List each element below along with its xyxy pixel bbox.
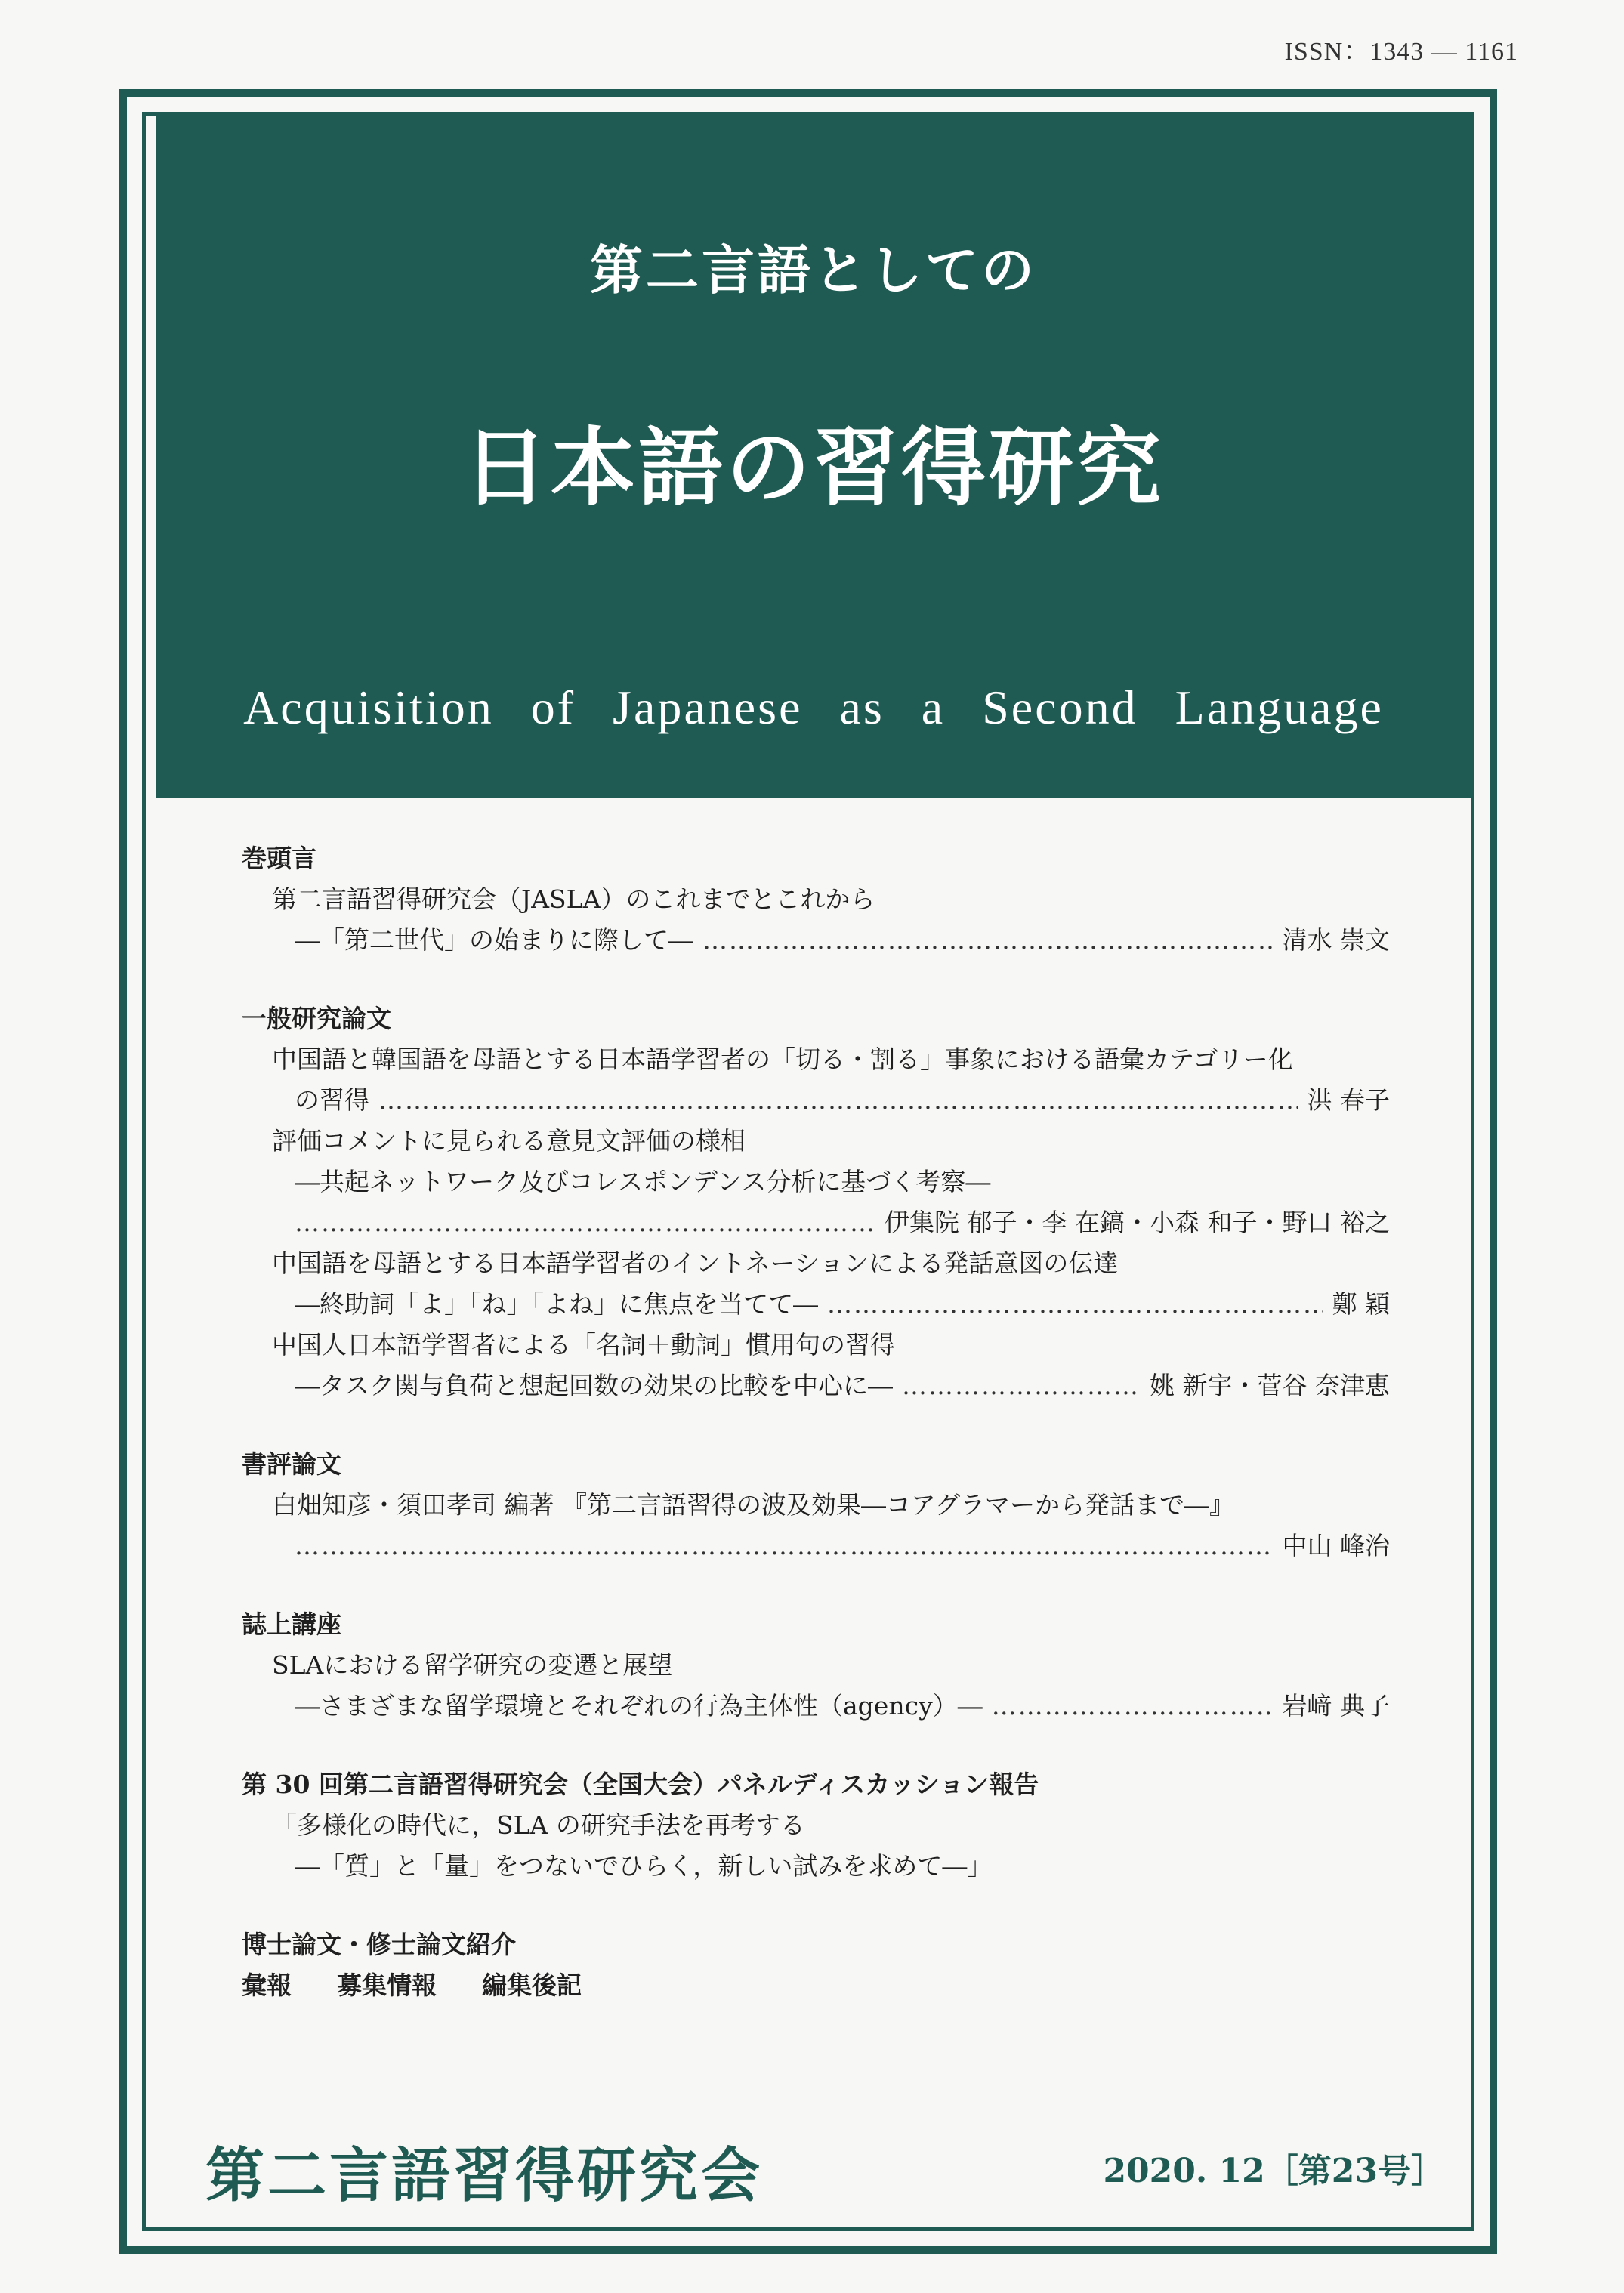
- toc-entry-subtitle: ―「第二世代」の始まりに際して―: [295, 925, 693, 955]
- publisher-name: 第二言語習得研究会: [205, 2141, 764, 2210]
- toc-entry-authors: 姚 新宇・菅谷 奈津恵: [1150, 1371, 1390, 1400]
- toc-entry-row: [242, 1202, 1390, 1243]
- section-heading-theses: 博士論文・修士論文紹介: [242, 1930, 516, 1959]
- dot-leader: [295, 1202, 875, 1243]
- toc-entry-title: 第二言語習得研究会（JASLA）のこれまでとこれから: [272, 884, 875, 914]
- panel-line-2: ―「質」と「量」をつないでひらく，新しい試みを求めて―」: [295, 1851, 993, 1881]
- issue-number: 2020. 12［第23号］: [1103, 2152, 1444, 2190]
- dot-leader: [378, 1080, 1298, 1121]
- toc-entry-authors: 岩﨑 典子: [1282, 1691, 1390, 1721]
- toc-entry-title: 中国人日本語学習者による「名詞＋動詞」慣用句の習得: [272, 1330, 895, 1359]
- misc-sections: [242, 1965, 1390, 2006]
- section-heading-review: 書評論文: [242, 1449, 341, 1479]
- section-heading-preface: 巻頭言: [242, 844, 316, 873]
- dot-leader: [295, 1526, 1274, 1566]
- cover-subtitle: 第二言語としての: [590, 239, 1037, 301]
- dot-leader: [902, 1366, 1141, 1406]
- misc-editors-note: 編集後記: [482, 1970, 582, 2000]
- toc-entry-authors: 伊集院 郁子・李 在鎬・小森 和子・野口 裕之: [885, 1208, 1390, 1237]
- misc-recruitment: 募集情報: [337, 1970, 437, 2000]
- table-of-contents: [242, 838, 1390, 2006]
- toc-entry-subtitle: の習得: [295, 1085, 369, 1115]
- section-heading-panel: 第 30 回第二言語習得研究会（全国大会）パネルディスカッション報告: [242, 1770, 1039, 1799]
- toc-entry-subtitle: ―終助詞「よ」「ね」「よね」に焦点を当てて―: [295, 1289, 818, 1319]
- title-banner: [156, 113, 1471, 798]
- toc-entry-row: [242, 1686, 1390, 1727]
- cover-title: 日本語の習得研究: [463, 418, 1164, 517]
- toc-entry-authors: 洪 春子: [1307, 1085, 1390, 1115]
- dot-leader: [827, 1284, 1323, 1325]
- panel-line-1: 「多様化の時代に，SLA の研究手法を再考する: [272, 1810, 805, 1840]
- toc-entry-subtitle: ―タスク関与負荷と想起回数の効果の比較を中心に―: [295, 1371, 893, 1400]
- misc-news: 彙報: [242, 1970, 292, 2000]
- toc-entry-authors: 清水 崇文: [1282, 925, 1390, 955]
- toc-entry-subtitle: ―さまざまな留学環境とそれぞれの行為主体性（agency）―: [295, 1691, 983, 1721]
- toc-entry-row: [242, 1366, 1390, 1406]
- dot-leader: [702, 920, 1274, 961]
- toc-entry-title: 評価コメントに見られる意見文評価の様相: [272, 1126, 746, 1156]
- toc-entry-row: [242, 1526, 1390, 1566]
- toc-entry-title: 中国語と韓国語を母語とする日本語学習者の「切る・割る」事象における語彙カテゴリー化: [272, 1045, 1293, 1074]
- dot-leader: [992, 1686, 1274, 1727]
- toc-entry-row: [242, 1080, 1390, 1121]
- cover-english-title: Acquisition of Japanese as a Second Language: [243, 680, 1384, 734]
- toc-entry-authors: 中山 峰治: [1282, 1531, 1390, 1560]
- section-heading-lecture: 誌上講座: [242, 1609, 341, 1639]
- section-heading-research: 一般研究論文: [242, 1004, 391, 1033]
- toc-entry-title: SLAにおける留学研究の変遷と展望: [272, 1650, 673, 1680]
- toc-entry-title: 中国語を母語とする日本語学習者のイントネーションによる発話意図の伝達: [272, 1248, 1119, 1278]
- toc-entry-title: 白畑知彦・須田孝司 編著 『第二言語習得の波及効果―コアグラマーから発話まで―』: [272, 1490, 1234, 1520]
- toc-entry-authors: 鄭 穎: [1332, 1289, 1390, 1319]
- issn-number: ISSN：1343 — 1161: [1284, 38, 1518, 66]
- toc-entry-row: [242, 1284, 1390, 1325]
- toc-entry-row: [242, 920, 1390, 961]
- toc-entry-subtitle: ―共起ネットワーク及びコレスポンデンス分析に基づく考察―: [295, 1167, 991, 1196]
